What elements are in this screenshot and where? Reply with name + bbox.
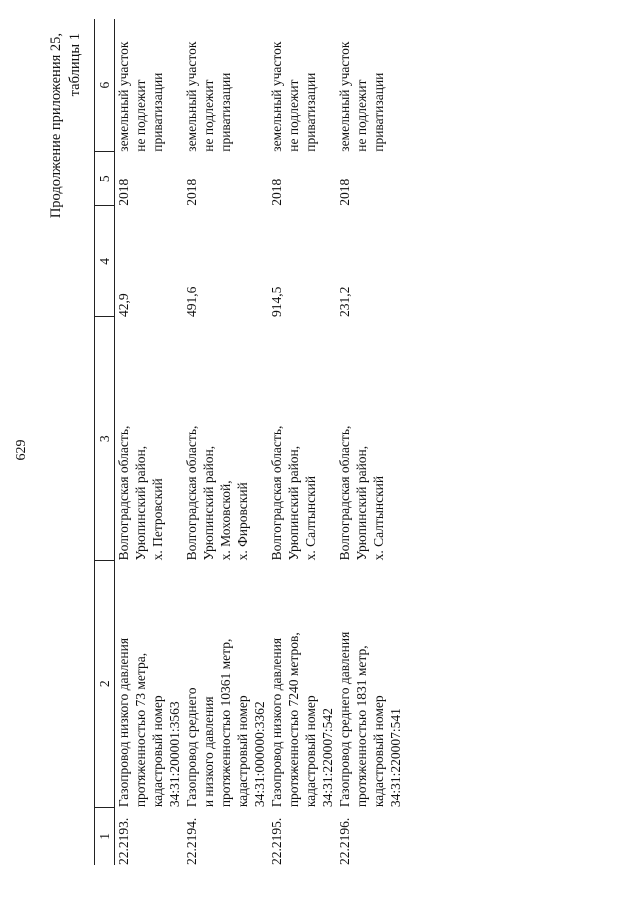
address-line: х. Моховской, <box>218 480 233 561</box>
year-cell: 2018 <box>269 178 284 206</box>
object-name-line: кадастровый номер <box>235 695 250 808</box>
address-cell <box>183 317 268 560</box>
note-line: приватизации <box>150 72 165 152</box>
address-cell <box>115 317 184 560</box>
column-header: 4 <box>95 206 115 317</box>
object-name-line: Газопровод низкого давления <box>269 637 284 808</box>
value-cell: 491,6 <box>184 286 199 317</box>
row-number-cell: 22.2194. <box>184 817 199 865</box>
address-line: Волгоградская область, <box>337 425 352 561</box>
address-line: Урюпинский район, <box>201 445 216 561</box>
object-name-line: 34:31:220007:542 <box>320 708 335 808</box>
note-cell <box>183 19 268 152</box>
appendix-header <box>47 33 85 218</box>
address-cell <box>336 317 404 560</box>
column-header: 1 <box>95 807 115 865</box>
note-line: не подлежит <box>201 79 216 152</box>
object-name-cell <box>115 560 184 807</box>
object-name-line: 34:31:000000:3362 <box>252 701 267 808</box>
header-line-2: таблицы 1 <box>67 33 83 97</box>
address-line: Волгоградская область, <box>269 425 284 561</box>
note-line: земельный участок <box>116 41 131 152</box>
table-row <box>115 19 184 865</box>
address-line: х. Салтынский <box>371 475 386 561</box>
note-line: земельный участок <box>184 41 199 152</box>
address-line: Урюпинский район, <box>133 445 148 561</box>
page-number: 629 <box>14 439 29 461</box>
year-cell: 2018 <box>184 178 199 206</box>
note-line: приватизации <box>371 72 386 152</box>
table-row <box>336 19 404 865</box>
column-number-row <box>95 19 115 865</box>
note-line: приватизации <box>303 72 318 152</box>
object-name-line: 34:31:200001:3563 <box>167 701 182 808</box>
note-line: приватизации <box>218 72 233 152</box>
column-header: 3 <box>95 317 115 560</box>
object-name-line: протяженностью 10361 метр, <box>218 638 233 808</box>
note-line: не подлежит <box>286 79 301 152</box>
table-row <box>268 19 336 865</box>
object-name-line: Газопровод низкого давления <box>116 637 131 808</box>
table-body <box>115 19 405 865</box>
value-cell: 914,5 <box>269 286 284 317</box>
address-line: Урюпинский район, <box>286 445 301 561</box>
object-name-cell <box>268 560 336 807</box>
note-line: земельный участок <box>269 41 284 152</box>
column-header: 6 <box>95 19 115 152</box>
note-cell <box>115 19 184 152</box>
address-line: Волгоградская область, <box>184 425 199 561</box>
object-name-line: протяженностью 1831 метр, <box>354 645 369 808</box>
object-name-line: Газопровод среднего <box>184 687 199 808</box>
address-line: х. Петровский <box>150 478 165 561</box>
note-line: земельный участок <box>337 41 352 152</box>
address-cell <box>268 317 336 560</box>
header-line-1: Продолжение приложения 25, <box>48 33 64 219</box>
row-number-cell: 22.2195. <box>269 817 284 865</box>
object-name-line: 34:31:220007:541 <box>388 708 403 808</box>
property-table <box>94 19 404 865</box>
object-name-cell <box>183 560 268 807</box>
object-name-line: протяженностью 73 метра, <box>133 652 148 808</box>
object-name-line: кадастровый номер <box>150 695 165 808</box>
object-name-line: Газопровод среднего давления <box>337 631 352 808</box>
object-name-line: и низкого давления <box>201 696 216 808</box>
note-line: не подлежит <box>354 79 369 152</box>
value-cell: 231,2 <box>337 286 352 317</box>
object-name-line: кадастровый номер <box>303 695 318 808</box>
object-name-line: протяженностью 7240 метров, <box>286 632 301 808</box>
row-number-cell: 22.2196. <box>337 817 352 865</box>
year-cell: 2018 <box>116 178 131 206</box>
year-cell: 2018 <box>337 178 352 206</box>
address-line: Волгоградская область, <box>116 425 131 561</box>
note-cell <box>268 19 336 152</box>
note-cell <box>336 19 404 152</box>
value-cell: 42,9 <box>116 293 131 317</box>
object-name-cell <box>336 560 404 807</box>
object-name-line: кадастровый номер <box>371 695 386 808</box>
column-header: 5 <box>95 152 115 206</box>
address-line: Урюпинский район, <box>354 445 369 561</box>
address-line: х. Фировский <box>235 482 250 561</box>
table-row <box>183 19 268 865</box>
column-header: 2 <box>95 560 115 807</box>
row-number-cell: 22.2193. <box>116 817 131 865</box>
note-line: не подлежит <box>133 79 148 152</box>
address-line: х. Салтынский <box>303 475 318 561</box>
